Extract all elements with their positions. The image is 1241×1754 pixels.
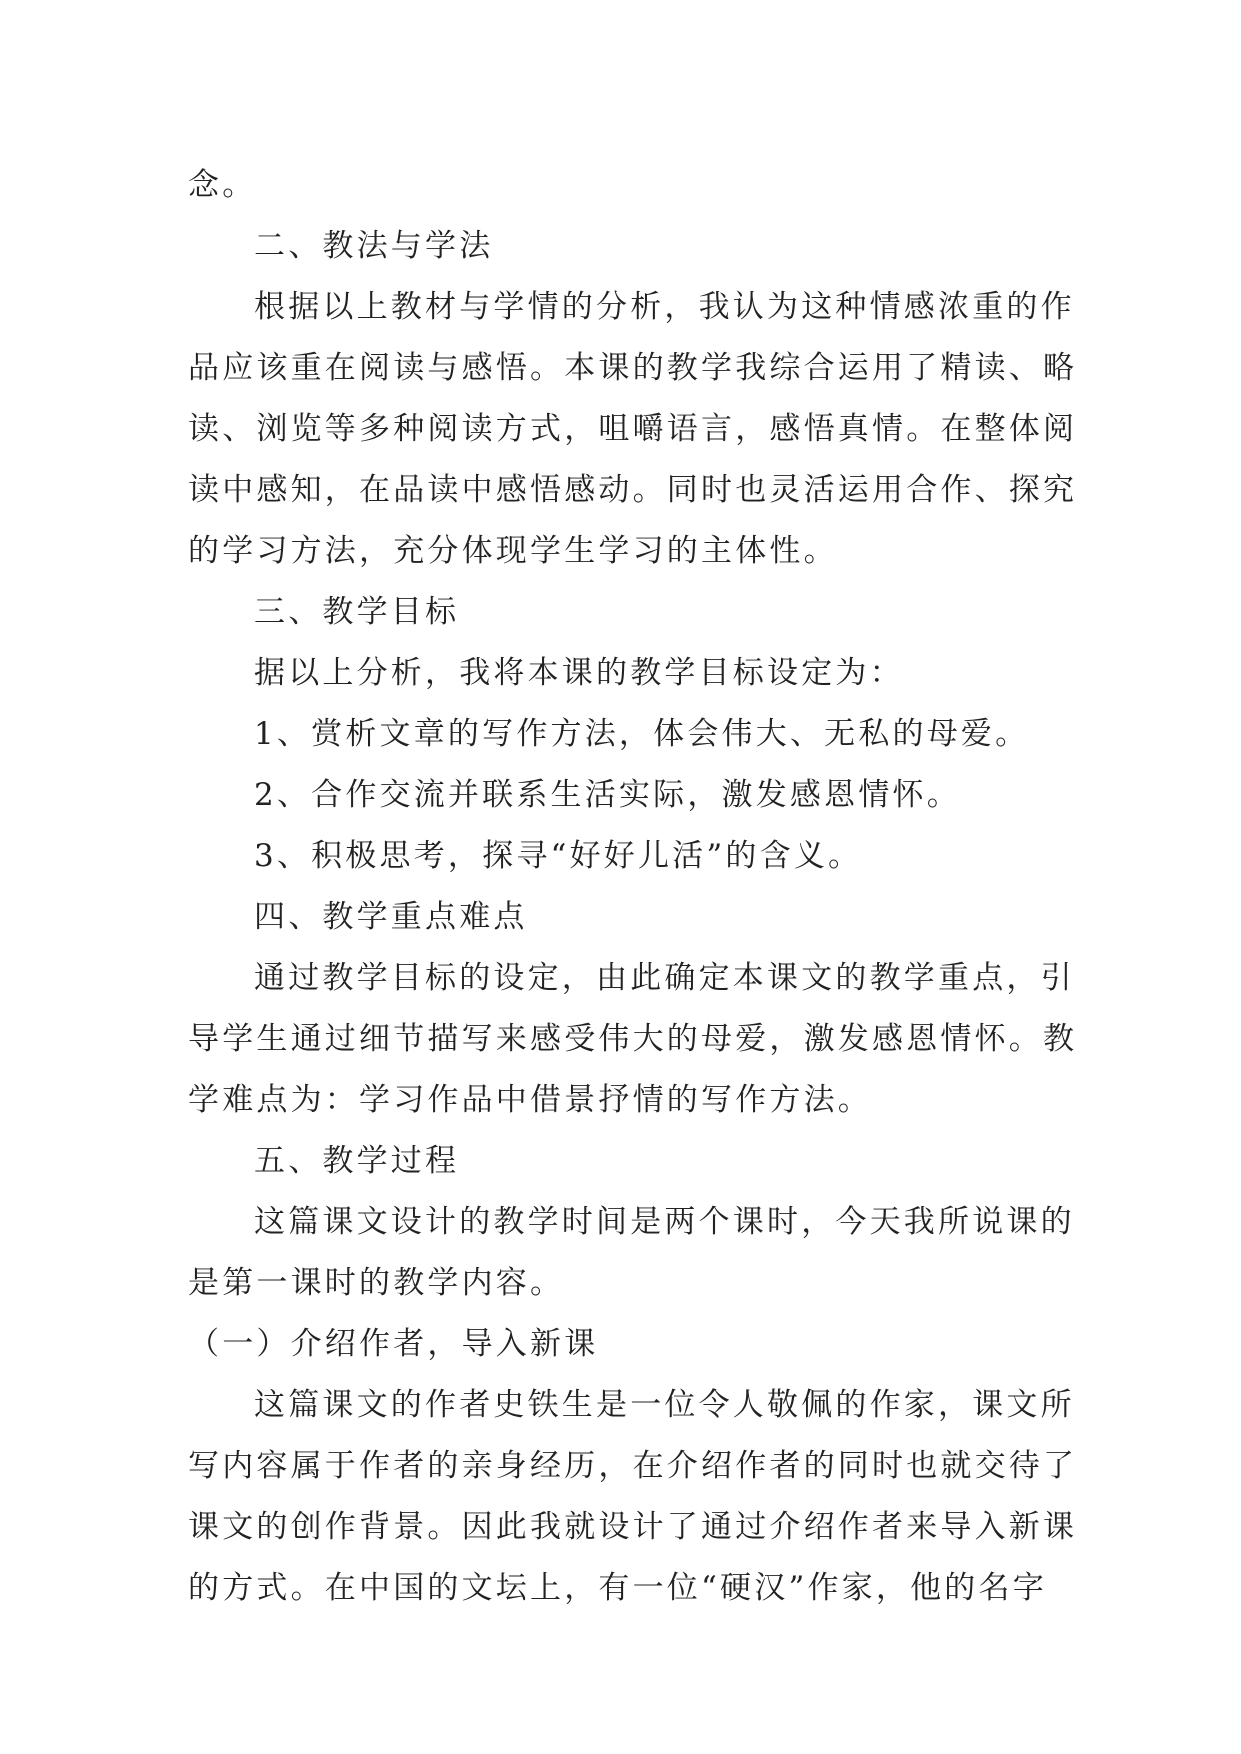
subsection-heading: （一）介绍作者，导入新课 — [188, 1326, 599, 1362]
paragraph-line: 的方式。在中国的文坛上，有一位“硬汉”作家，他的名字 — [188, 1570, 1047, 1606]
paragraph-line: 的学习方法，充分体现学生学习的主体性。 — [188, 533, 838, 569]
section-heading: 四、教学重点难点 — [254, 899, 528, 935]
paragraph-line: 根据以上教材与学情的分析，我认为这种情感浓重的作 — [254, 289, 1075, 325]
list-item: 1、赏析文章的写作方法，体会伟大、无私的母爱。 — [254, 716, 1030, 752]
paragraph-line: 读中感知，在品读中感悟感动。同时也灵活运用合作、探究 — [188, 472, 1078, 508]
paragraph-line: 是第一课时的教学内容。 — [188, 1265, 565, 1301]
paragraph-line: 品应该重在阅读与感悟。本课的教学我综合运用了精读、略 — [188, 350, 1078, 386]
paragraph-line: 念。 — [188, 167, 257, 203]
section-heading: 二、教法与学法 — [254, 228, 494, 264]
paragraph-line: 这篇课文的作者史铁生是一位令人敬佩的作家，课文所 — [254, 1387, 1075, 1423]
paragraph-line: 写内容属于作者的亲身经历，在介绍作者的同时也就交待了 — [188, 1448, 1078, 1484]
paragraph-line: 导学生通过细节描写来感受伟大的母爱，激发感恩情怀。教 — [188, 1021, 1078, 1057]
paragraph-line: 课文的创作背景。因此我就设计了通过介绍作者来导入新课 — [188, 1509, 1078, 1545]
paragraph-line: 据以上分析，我将本课的教学目标设定为： — [254, 655, 904, 691]
paragraph-line: 学难点为：学习作品中借景抒情的写作方法。 — [188, 1082, 872, 1118]
list-item: 3、积极思考，探寻“好好儿活”的含义。 — [254, 838, 863, 874]
paragraph-line: 通过教学目标的设定，由此确定本课文的教学重点，引 — [254, 960, 1075, 996]
paragraph-line: 这篇课文设计的教学时间是两个课时，今天我所说课的 — [254, 1204, 1075, 1240]
paragraph-line: 读、浏览等多种阅读方式，咀嚼语言，感悟真情。在整体阅 — [188, 411, 1078, 447]
section-heading: 三、教学目标 — [254, 594, 460, 630]
list-item: 2、合作交流并联系生活实际，激发感恩情怀。 — [254, 777, 961, 813]
section-heading: 五、教学过程 — [254, 1143, 460, 1179]
document-body — [188, 155, 1078, 1619]
